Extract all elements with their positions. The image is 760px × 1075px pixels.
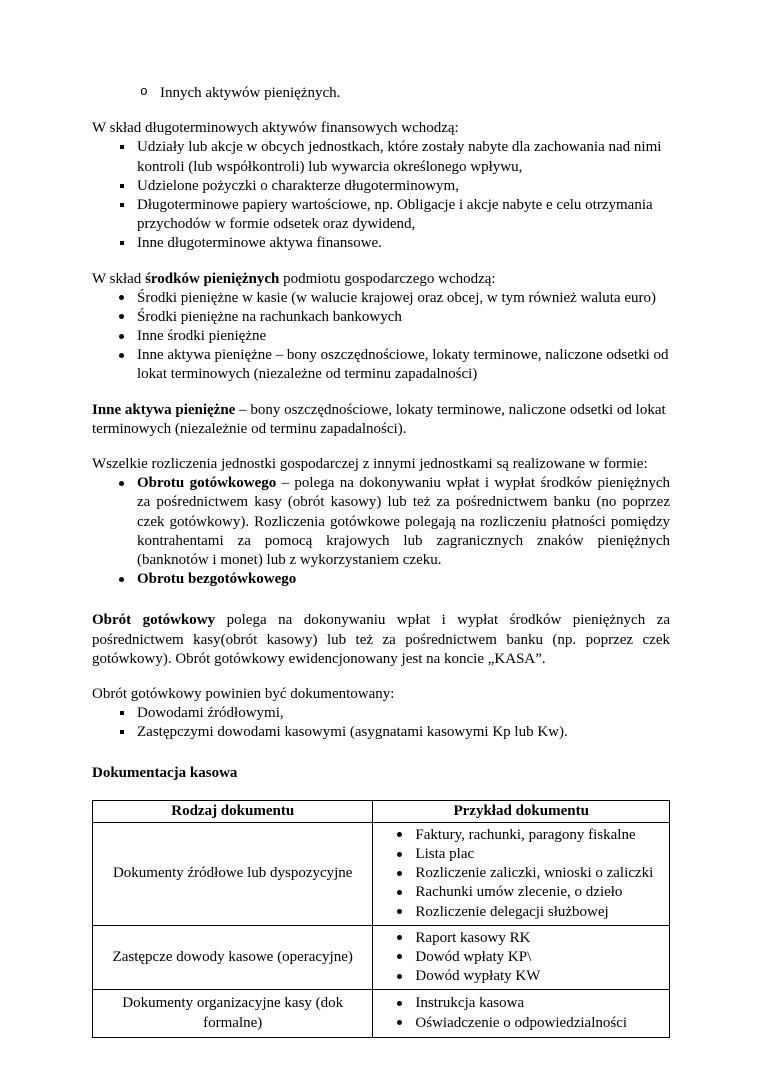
list-item-text: Lista plac	[415, 846, 475, 862]
round-bullet-icon	[117, 474, 137, 570]
table-header-document-type: Rodzaj dokumentu	[93, 800, 373, 822]
cash-assets-heading	[92, 270, 670, 289]
list-item	[92, 177, 670, 196]
list-item	[92, 196, 670, 234]
round-bullet-icon	[117, 289, 137, 308]
list-item-text: Inne długoterminowe aktywa finansowe.	[137, 235, 382, 252]
text-run: – bony oszczędnościowe, lokaty terminowe, naliczone odsetki od lokat terminowych (niezależnie od terminu zapadalności).	[92, 401, 666, 437]
list-item-text: Rachunki umów zlecenie, o dzieło	[415, 884, 623, 901]
list-item	[92, 704, 670, 723]
list-item-text: Długoterminowe papiery wartościowe, np. Obligacje i akcje nabyte e celu otrzymania przychodów w formie odsetek oraz dywidend,	[137, 196, 653, 233]
text-run: W skład	[92, 270, 146, 287]
list-item	[92, 474, 670, 570]
table-row	[93, 925, 670, 990]
square-bullet-icon	[117, 138, 137, 176]
square-bullet-icon	[117, 234, 137, 253]
round-bullet-icon	[117, 570, 137, 589]
list-item-text	[137, 474, 670, 570]
round-bullet-icon	[395, 1014, 415, 1033]
list-item	[373, 864, 665, 883]
list-item	[92, 570, 670, 589]
text-run: polega na dokonywaniu wpłat i wypłat środków pieniężnych za pośrednictwem kasy(obrót kasowy) lub też za pośrednictwem banku (np. poprzez czek gotówkowy). Obrót gotówkowy ewidencjonowany jest na koncie „KASA”.	[92, 612, 671, 667]
list-item-text: Rozliczenie delegacji służbowej	[415, 903, 609, 920]
table-header-row	[93, 800, 670, 822]
text-run: – polega na dokonywaniu wpłat i wypłat środków pieniężnych za pośrednictwem kasy (obrót kasowy) lub też za pośrednictwem banku (no poprzez czek gotówkowy). Rozliczenia gotówkowe polegają na rozliczeniu płatności pomiędzy kontrahentami za pomocą krajowych lub zagranicznych znaków pieniężnych (banknotów i monet) lub z wykorzystaniem czeku.	[137, 475, 670, 568]
list-item	[373, 948, 665, 967]
long-term-list	[92, 138, 670, 253]
list-item	[92, 308, 670, 327]
list-item-text: Innych aktywów pieniężnych.	[160, 85, 341, 101]
round-bullet-icon	[117, 308, 137, 327]
list-item	[373, 826, 665, 845]
round-bullet-icon	[395, 994, 415, 1013]
list-item	[92, 138, 670, 176]
text-run-bold: Obrotu gotówkowego	[137, 475, 277, 492]
document-type-cell: Dokumenty organizacyjne kasy (dok formalne)	[93, 990, 373, 1037]
document-type-cell: Zastępcze dowody kasowe (operacyjne)	[93, 925, 373, 990]
list-item-text: Dowód wpłaty KP\	[415, 948, 532, 965]
list-item	[373, 994, 665, 1013]
list-item-text: Udzielone pożyczki o charakterze długoterminowym,	[137, 177, 459, 194]
list-item	[92, 289, 670, 308]
list-item	[92, 84, 670, 103]
list-item-text: Dowód wypłaty KW	[415, 968, 541, 985]
text-run-bold: Inne aktywa pieniężne	[92, 401, 236, 418]
text-run-bold: Obrót gotówkowy	[92, 612, 216, 629]
documentation-heading: Obrót gotówkowy powinien być dokumentowany:	[92, 685, 395, 702]
document-examples-cell	[373, 990, 670, 1037]
long-term-heading: W skład długoterminowych aktywów finansowych wchodzą:	[92, 120, 459, 137]
list-item-text: Faktury, rachunki, paragony fiskalne	[415, 826, 636, 843]
round-bullet-icon	[395, 883, 415, 902]
list-item-text: Raport kasowy RK	[415, 929, 531, 946]
cash-documentation-table	[92, 800, 670, 1038]
list-item	[92, 723, 670, 742]
list-item-text: Oświadczenie o odpowiedzialności	[415, 1014, 628, 1031]
settlements-list	[92, 474, 670, 589]
list-item-text: Udziały lub akcje w obcych jednostkach, które zostały nabyte dla zachowania nad nimi kontroli (lub współkontroli) lub wywarcia określonego wpływu,	[137, 139, 662, 175]
round-bullet-icon	[117, 327, 137, 346]
square-bullet-icon	[117, 723, 137, 742]
table-title: Dokumentacja kasowa	[92, 765, 238, 782]
list-item-text: Inne aktywa pieniężne – bony oszczędnościowe, lokaty terminowe, naliczone odsetki od lokat terminowych (niezależne od terminu zapadalności)	[137, 347, 669, 383]
round-bullet-icon	[395, 948, 415, 967]
round-bullet-icon	[395, 929, 415, 948]
list-item	[373, 967, 665, 986]
list-item-text: Instrukcja kasowa	[415, 995, 525, 1012]
list-item-text: Rozliczenie zaliczki, wnioski o zaliczki	[415, 865, 654, 882]
table-row	[93, 990, 670, 1037]
documentation-list	[92, 704, 670, 742]
text-run-bold: środków pieniężnych	[145, 270, 280, 287]
other-assets-paragraph	[92, 401, 670, 439]
list-item-text: Środki pieniężne na rachunkach bankowych	[137, 308, 402, 325]
circle-o-bullet-icon: o	[140, 84, 148, 99]
table-row	[93, 822, 670, 925]
round-bullet-icon	[395, 845, 415, 864]
round-bullet-icon	[395, 864, 415, 883]
list-item-text: Dowodami źródłowymi,	[137, 705, 284, 722]
list-item-text: Zastępczymi dowodami kasowymi (asygnatami kasowymi Kp lub Kw).	[137, 724, 568, 741]
document-examples-cell	[373, 925, 670, 990]
square-bullet-icon	[117, 704, 137, 723]
document-type-cell: Dokumenty źródłowe lub dyspozycyjne	[93, 822, 373, 925]
round-bullet-icon	[395, 967, 415, 986]
list-item	[373, 883, 665, 902]
round-bullet-icon	[395, 826, 415, 845]
text-run-bold: Obrotu bezgotówkowego	[137, 571, 297, 588]
list-item	[373, 845, 665, 864]
list-item	[373, 1014, 665, 1033]
text-run: podmiotu gospodarczego wchodzą:	[279, 270, 496, 287]
list-item-text: Środki pieniężne w kasie (w walucie krajowej oraz obcej, w tym również waluta euro)	[137, 289, 656, 306]
table-header-document-example: Przykład dokumentu	[373, 800, 670, 822]
cash-assets-list	[92, 289, 670, 385]
list-item	[92, 346, 670, 384]
other-monetary-assets-list	[92, 84, 670, 103]
list-item-text: Inne środki pieniężne	[137, 328, 267, 345]
list-item	[373, 929, 665, 948]
settlements-heading: Wszelkie rozliczenia jednostki gospodarczej z innymi jednostkami są realizowane w formie:	[92, 456, 648, 472]
square-bullet-icon	[117, 177, 137, 196]
square-bullet-icon	[117, 196, 137, 234]
list-item	[92, 327, 670, 346]
round-bullet-icon	[395, 903, 415, 922]
list-item	[373, 903, 665, 922]
round-bullet-icon	[117, 346, 137, 384]
document-examples-cell	[373, 822, 670, 925]
cash-turnover-paragraph	[92, 611, 670, 669]
list-item-text	[137, 570, 670, 589]
list-item	[92, 234, 670, 253]
